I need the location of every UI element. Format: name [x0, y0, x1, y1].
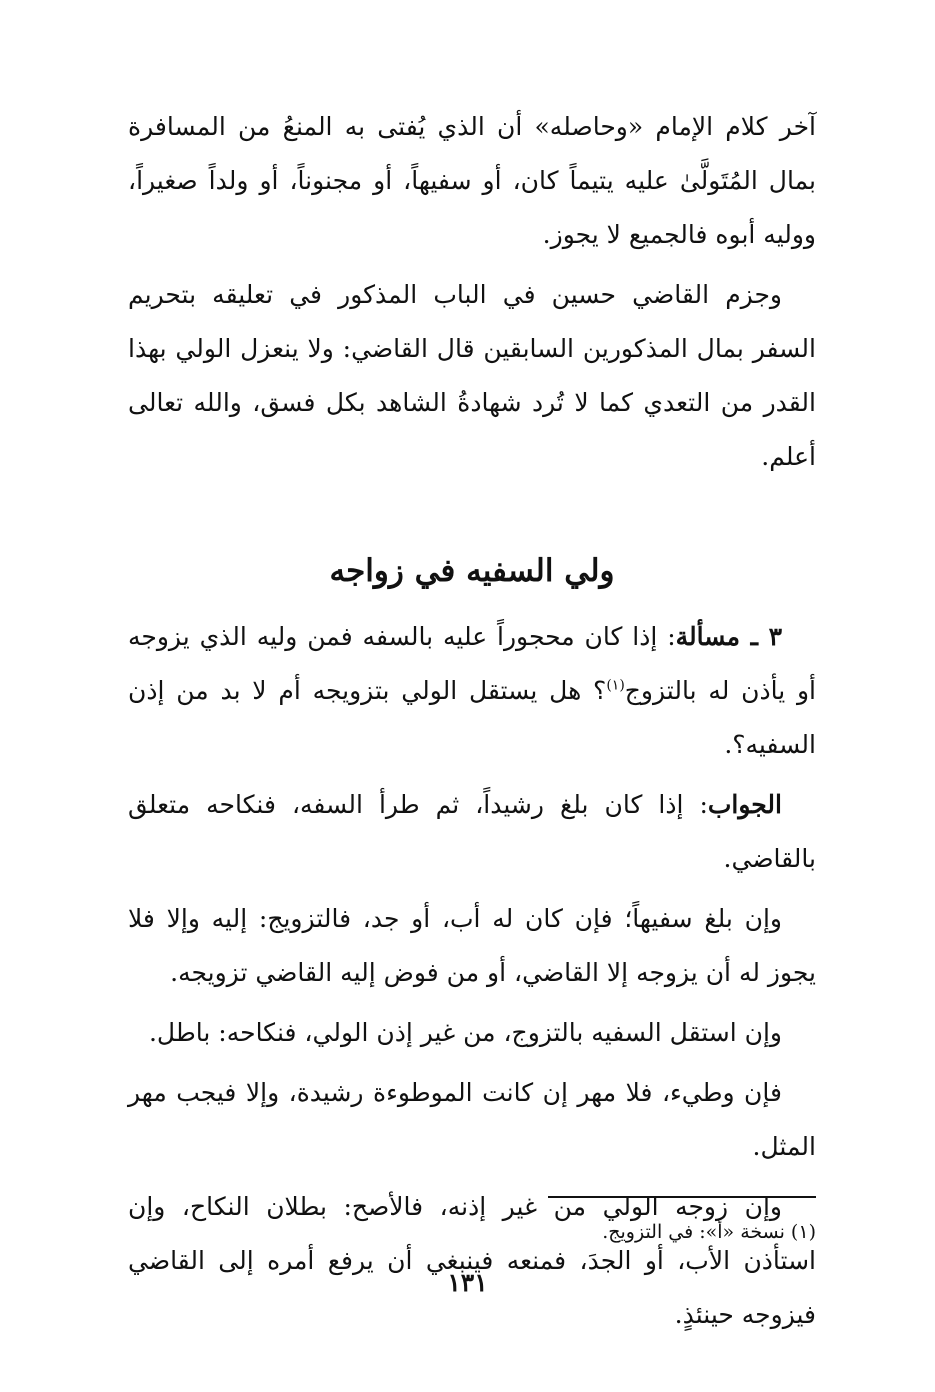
footnote-marker: (١) [606, 677, 625, 694]
paragraph-2: وجزم القاضي حسين في الباب المذكور في تعليقه بتحريم السفر بمال المذكورين السابقين قال القاضي: ولا ينعزل الولي بهذا القدر من التعدي كما لا تُرد شهادةُ الشاهد بكل فسق، والله تعالى أعلم. [128, 280, 816, 471]
answer-paragraph [128, 778, 816, 886]
page-number: ١٣١ [447, 1268, 488, 1297]
question-paragraph [128, 610, 816, 772]
footnote: (١) نسخة «أ»: في التزويج. [602, 1221, 816, 1243]
answer-lead: الجواب [707, 790, 782, 819]
paragraph-6: وإن زوجه الولي من غير إذنه، فالأصح: بطلان النكاح، وإن استأذن الأب، أو الجدَ، فمنعه فينبغي أن يرفع أمره إلى القاضي فيزوجه حينئذٍ. [128, 1192, 816, 1329]
paragraph-3: وإن بلغ سفيهاً؛ فإن كان له أب، أو جد، فالتزويج: إليه وإلا فلا يجوز له أن يزوجه إلا القاضي، أو من فوض إليه القاضي تزويجه. [128, 904, 816, 987]
page-body [128, 100, 816, 1342]
paragraph-4: وإن استقل السفيه بالتزوج، من غير إذن الولي، فنكاحه: باطل. [148, 1018, 782, 1047]
paragraph-1: آخر كلام الإمام «وحاصله» أن الذي يُفتى به المنعُ من المسافرة بمال المُتَولَّىٰ عليه يتيماً كان، أو سفيهاً، أو مجنوناً، أو ولداً صغيراً، ووليه أبوه فالجميع لا يجوز. [128, 112, 816, 249]
section-heading: ولي السفيه في زواجه [329, 553, 615, 589]
question-lead: ٣ ـ مسألة [675, 622, 783, 651]
paragraph-5: فإن وطيء، فلا مهر إن كانت الموطوءة رشيدة، وإلا فيجب مهر المثل. [128, 1078, 816, 1161]
question-text-part1: : إذا كان محجوراً عليه بالسفه فمن وليه الذي يزوجه أو يأذن له بالتزوج [128, 622, 816, 705]
answer-text: : إذا كان بلغ رشيداً، ثم طرأ السفه، فنكاحه متعلق بالقاضي. [128, 790, 816, 873]
footnote-separator [548, 1196, 816, 1198]
question-text-part2: ؟ هل يستقل الولي بتزويجه أم لا بد من إذن السفيه؟. [128, 676, 816, 759]
